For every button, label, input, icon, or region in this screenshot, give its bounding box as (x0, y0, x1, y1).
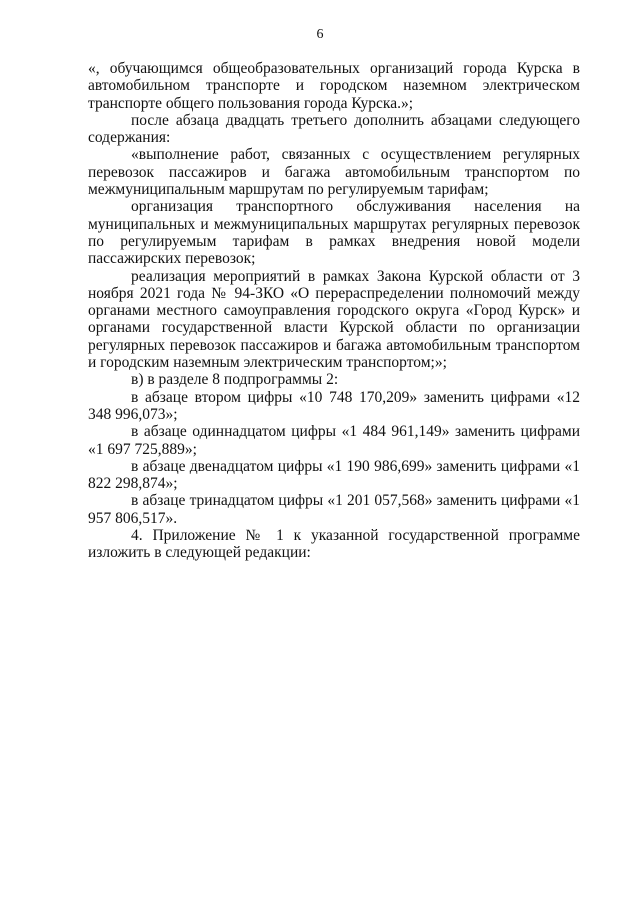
paragraph-thirteenth-abzac: в абзаце тринадцатом цифры «1 201 057,568» заменить цифрами «1 957 806,517». (88, 492, 580, 527)
paragraph-second-abzac: в абзаце втором цифры «10 748 170,209» заменить цифрами «12 348 996,073»; (88, 388, 580, 423)
paragraph-law-implementation: реализация мероприятий в рамках Закона Курской области от 3 ноября 2021 года № 94-ЗКО «О перераспределении полномочий между органами местного самоуправления городского округа «Город Курск» и органами государственной власти Курской области по организации регулярных перевозок пассажиров и багажа автомобильным транспортом и городским наземным электрическим транспортом;»; (88, 267, 580, 372)
paragraph-twelfth-abzac: в абзаце двенадцатом цифры «1 190 986,699» заменить цифрами «1 822 298,874»; (88, 457, 580, 493)
paragraph-works-execution: «выполнение работ, связанных с осуществлением регулярных перевозок пассажиров и багажа автомобильным транспортом по межмуниципальным маршрутам по регулируемым тарифам; (88, 146, 580, 199)
page-number: 6 (316, 27, 324, 42)
paragraph-transport-organization: организация транспортного обслуживания населения на муниципальных и межмуниципальных маршрутах регулярных перевозок по регулируемым тарифам в рамках внедрения новой модели пассажирских перевозок; (88, 198, 580, 268)
paragraph-after-23rd: после абзаца двадцать третьего дополнить абзацами следующего содержания: (88, 111, 580, 147)
paragraph-eleventh-abzac: в абзаце одиннадцатом цифры «1 484 961,149» заменить цифрами «1 697 725,889»; (88, 423, 580, 458)
document-body (88, 60, 580, 562)
paragraph-appendix-1: 4. Приложение № 1 к указанной государственной программе изложить в следующей редакции: (88, 527, 580, 562)
paragraph-closing-quote: «, обучающимся общеобразовательных организаций города Курска в автомобильном транспорте и городском наземном электрическом транспорте общего пользования города Курска.»; (88, 60, 580, 112)
paragraph-section-8: в) в разделе 8 подпрограммы 2: (131, 371, 339, 389)
